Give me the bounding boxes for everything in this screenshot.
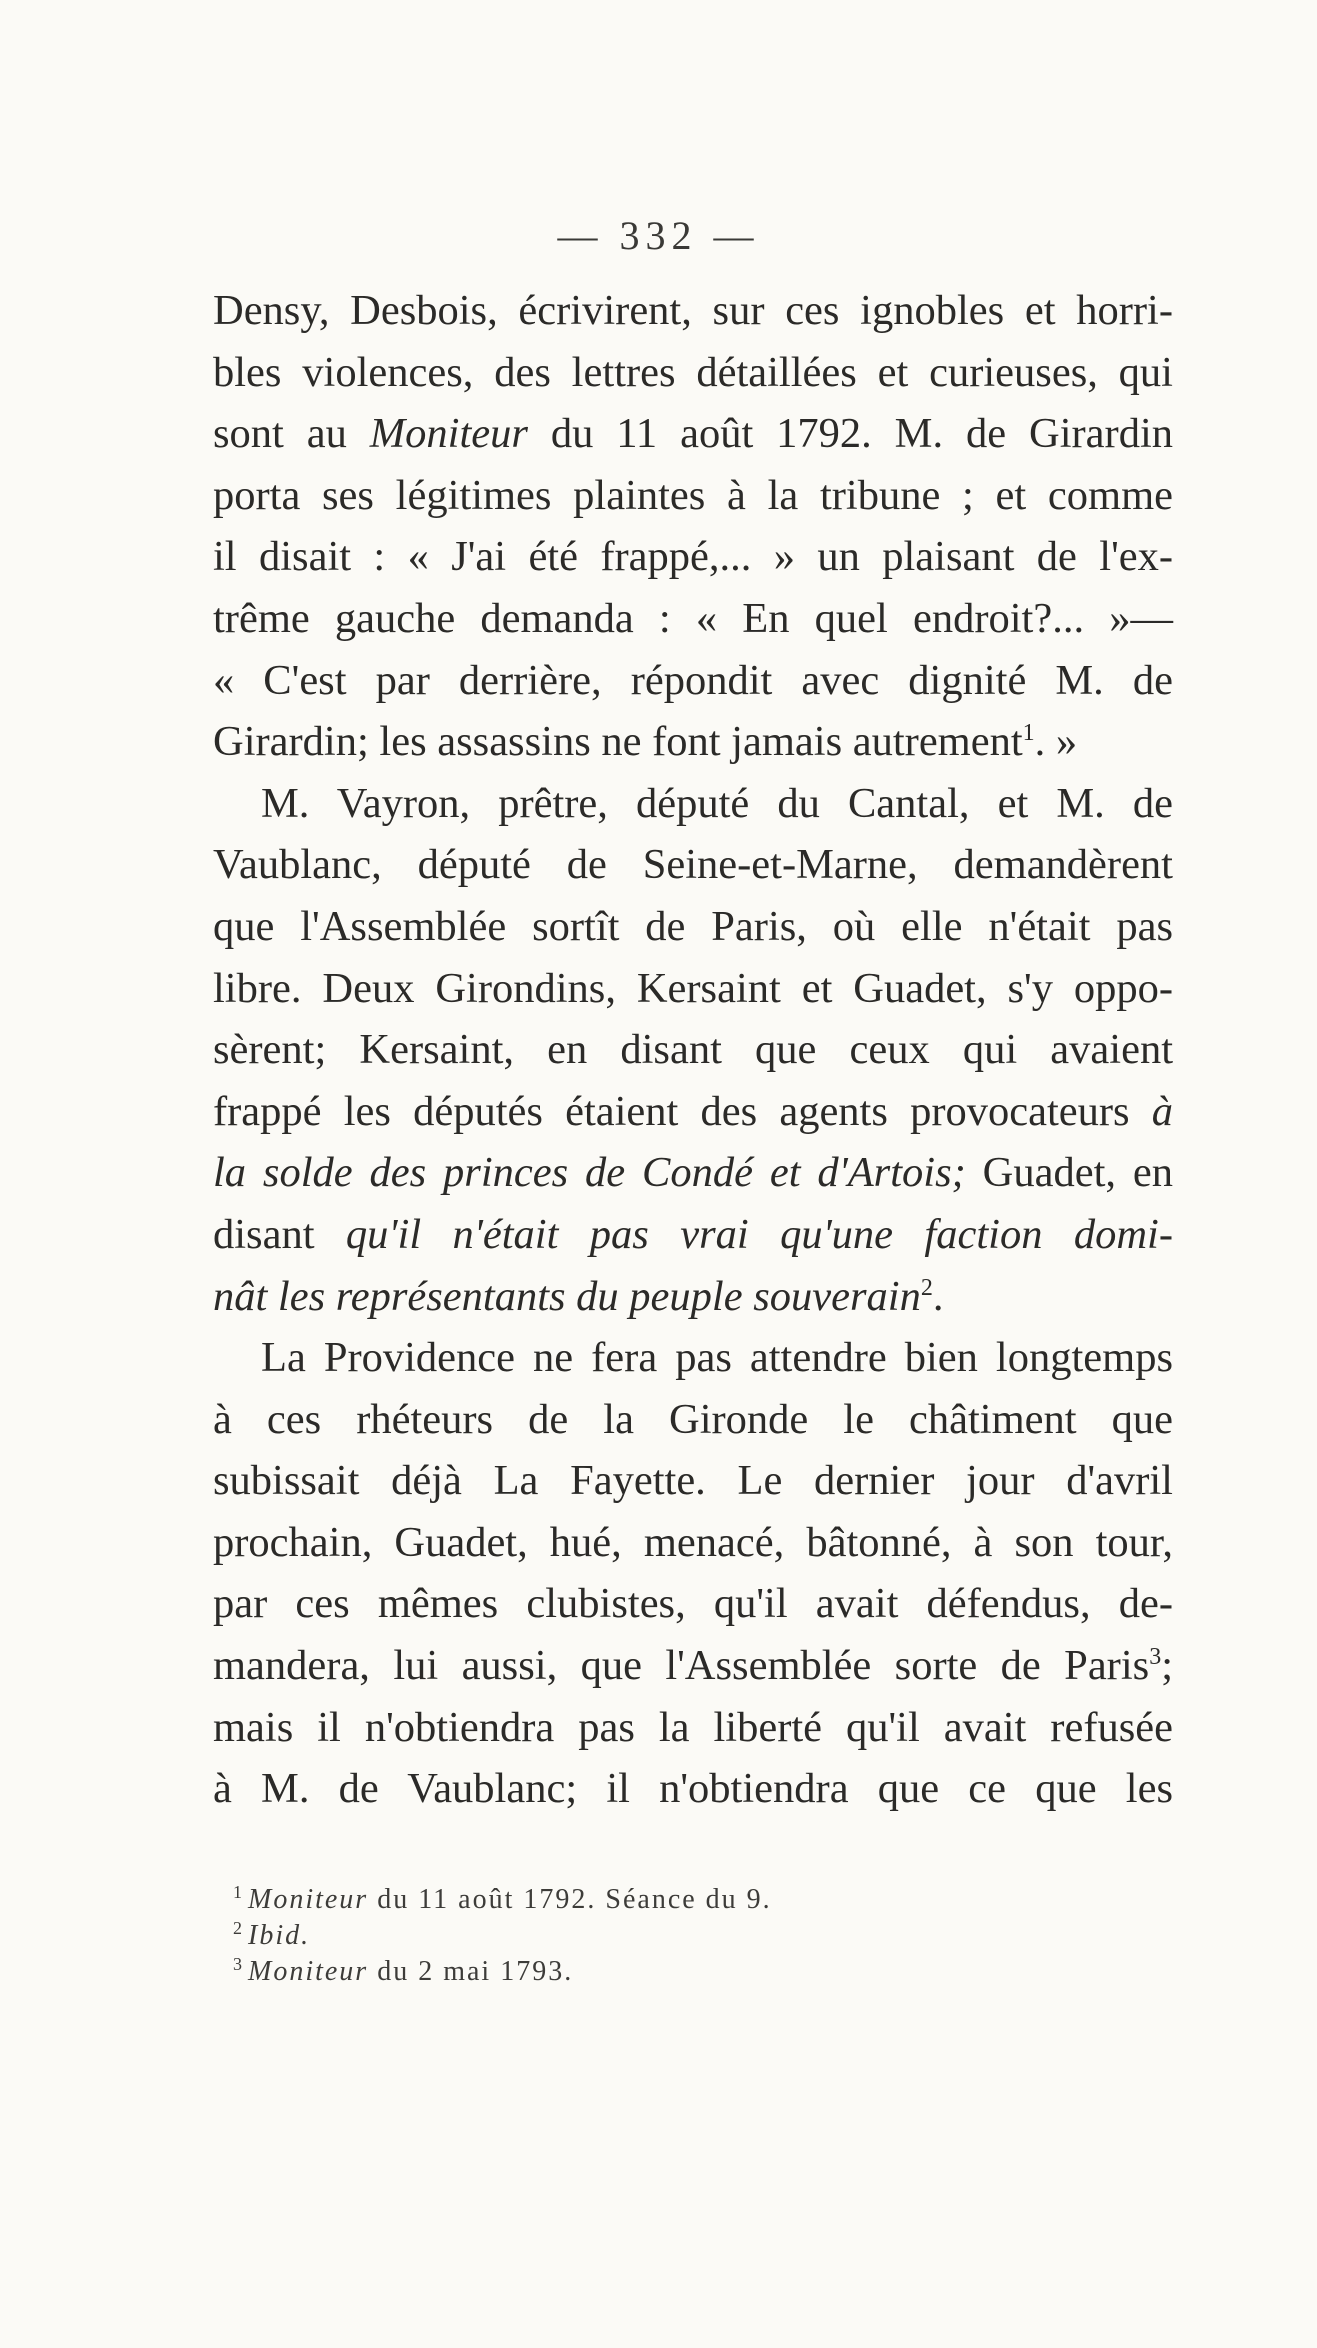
text-line-14 xyxy=(213,1081,1173,1143)
page-number: — 332 — xyxy=(557,213,760,258)
text-line-8 xyxy=(213,711,1173,773)
text-span: frappé les députés étaient des agents provocateurs xyxy=(213,1087,1152,1135)
text-line-10: Vaublanc, député de Seine-et-Marne, demandèrent xyxy=(213,841,1173,889)
footnote-ref: 3 xyxy=(1149,1643,1162,1670)
text-span: Guadet, en xyxy=(965,1149,1173,1197)
footnote-mark: 3 xyxy=(233,1953,242,1974)
text-line-1: Densy, Desbois, écrivirent, sur ces ignobles et horri- xyxy=(213,287,1173,334)
text-line-22: par ces mêmes clubistes, qu'il avait défendus, de- xyxy=(213,1580,1173,1628)
text-line-7: « C'est par derrière, répondit avec dignité M. de xyxy=(213,656,1173,704)
text-line-16 xyxy=(213,1204,1173,1266)
text-line-25: à M. de Vaublanc; il n'obtiendra que ce que les xyxy=(213,1765,1173,1813)
footnotes xyxy=(233,1882,993,1990)
italic-span: nât les représentants du peuple souverain xyxy=(213,1272,921,1320)
footnote-ref: 1 xyxy=(1022,720,1035,746)
text-span: Girardin; les assassins ne font jamais autrement xyxy=(213,718,1023,766)
text-line-15 xyxy=(213,1142,1173,1204)
italic-span: la solde des princes de Condé et d'Artois; xyxy=(213,1149,966,1197)
text-line-3 xyxy=(213,403,1173,465)
text-span: ; xyxy=(1161,1642,1173,1690)
footnote-italic: Ibid. xyxy=(248,1920,311,1951)
footnote-mark: 1 xyxy=(233,1881,242,1902)
text-line-5: il disait : « J'ai été frappé,... » un plaisant de l'ex- xyxy=(213,533,1173,581)
text-line-13: sèrent; Kersaint, en disant que ceux qui avaient xyxy=(213,1026,1173,1074)
text-span: disant xyxy=(213,1210,346,1258)
text-span: du 11 août 1792. M. de Girardin xyxy=(527,410,1173,458)
footnote-1 xyxy=(233,1882,993,1918)
text-line-19: à ces rhéteurs de la Gironde le châtiment que xyxy=(213,1395,1173,1443)
text-line-24: mais il n'obtiendra pas la liberté qu'il avait refusée xyxy=(213,1703,1173,1751)
footnote-text: du 11 août 1792. Séance du 9. xyxy=(368,1884,772,1915)
body-text xyxy=(213,280,1173,1820)
text-line-23 xyxy=(213,1635,1173,1697)
text-line-2: bles violences, des lettres détaillées et curieuses, qui xyxy=(213,348,1173,396)
footnote-italic: Moniteur xyxy=(248,1884,369,1915)
italic-span: Moniteur xyxy=(369,410,528,458)
footnote-ref: 2 xyxy=(920,1274,933,1301)
text-line-11: que l'Assemblée sortît de Paris, où elle n'était pas xyxy=(213,902,1173,950)
text-line-6: trême gauche demanda : « En quel endroit?... »— xyxy=(213,594,1173,642)
italic-span: à xyxy=(1151,1087,1173,1135)
text-line-4: porta ses légitimes plaintes à la tribune ; et comme xyxy=(213,471,1173,519)
footnote-italic: Moniteur xyxy=(248,1956,369,1987)
footnote-3 xyxy=(233,1954,993,1990)
text-span: . » xyxy=(1034,718,1078,766)
footnote-mark: 2 xyxy=(233,1917,242,1938)
text-line-17 xyxy=(213,1266,1173,1328)
footnote-text: du 2 mai 1793. xyxy=(368,1956,574,1987)
text-line-9: M. Vayron, prêtre, député du Cantal, et M. de xyxy=(261,779,1173,827)
text-span: . xyxy=(932,1272,944,1320)
italic-span: qu'il n'était pas vrai qu'une faction domi- xyxy=(345,1210,1173,1258)
text-line-12: libre. Deux Girondins, Kersaint et Guadet, s'y oppo- xyxy=(213,964,1173,1012)
text-line-18: La Providence ne fera pas attendre bien longtemps xyxy=(261,1334,1173,1382)
footnote-2 xyxy=(233,1918,993,1954)
text-line-21: prochain, Guadet, hué, menacé, bâtonné, à son tour, xyxy=(213,1518,1173,1566)
text-span: mandera, lui aussi, que l'Assemblée sorte de Paris xyxy=(213,1642,1150,1690)
text-span: sont au xyxy=(213,410,370,458)
text-line-20: subissait déjà La Fayette. Le dernier jour d'avril xyxy=(213,1457,1173,1505)
